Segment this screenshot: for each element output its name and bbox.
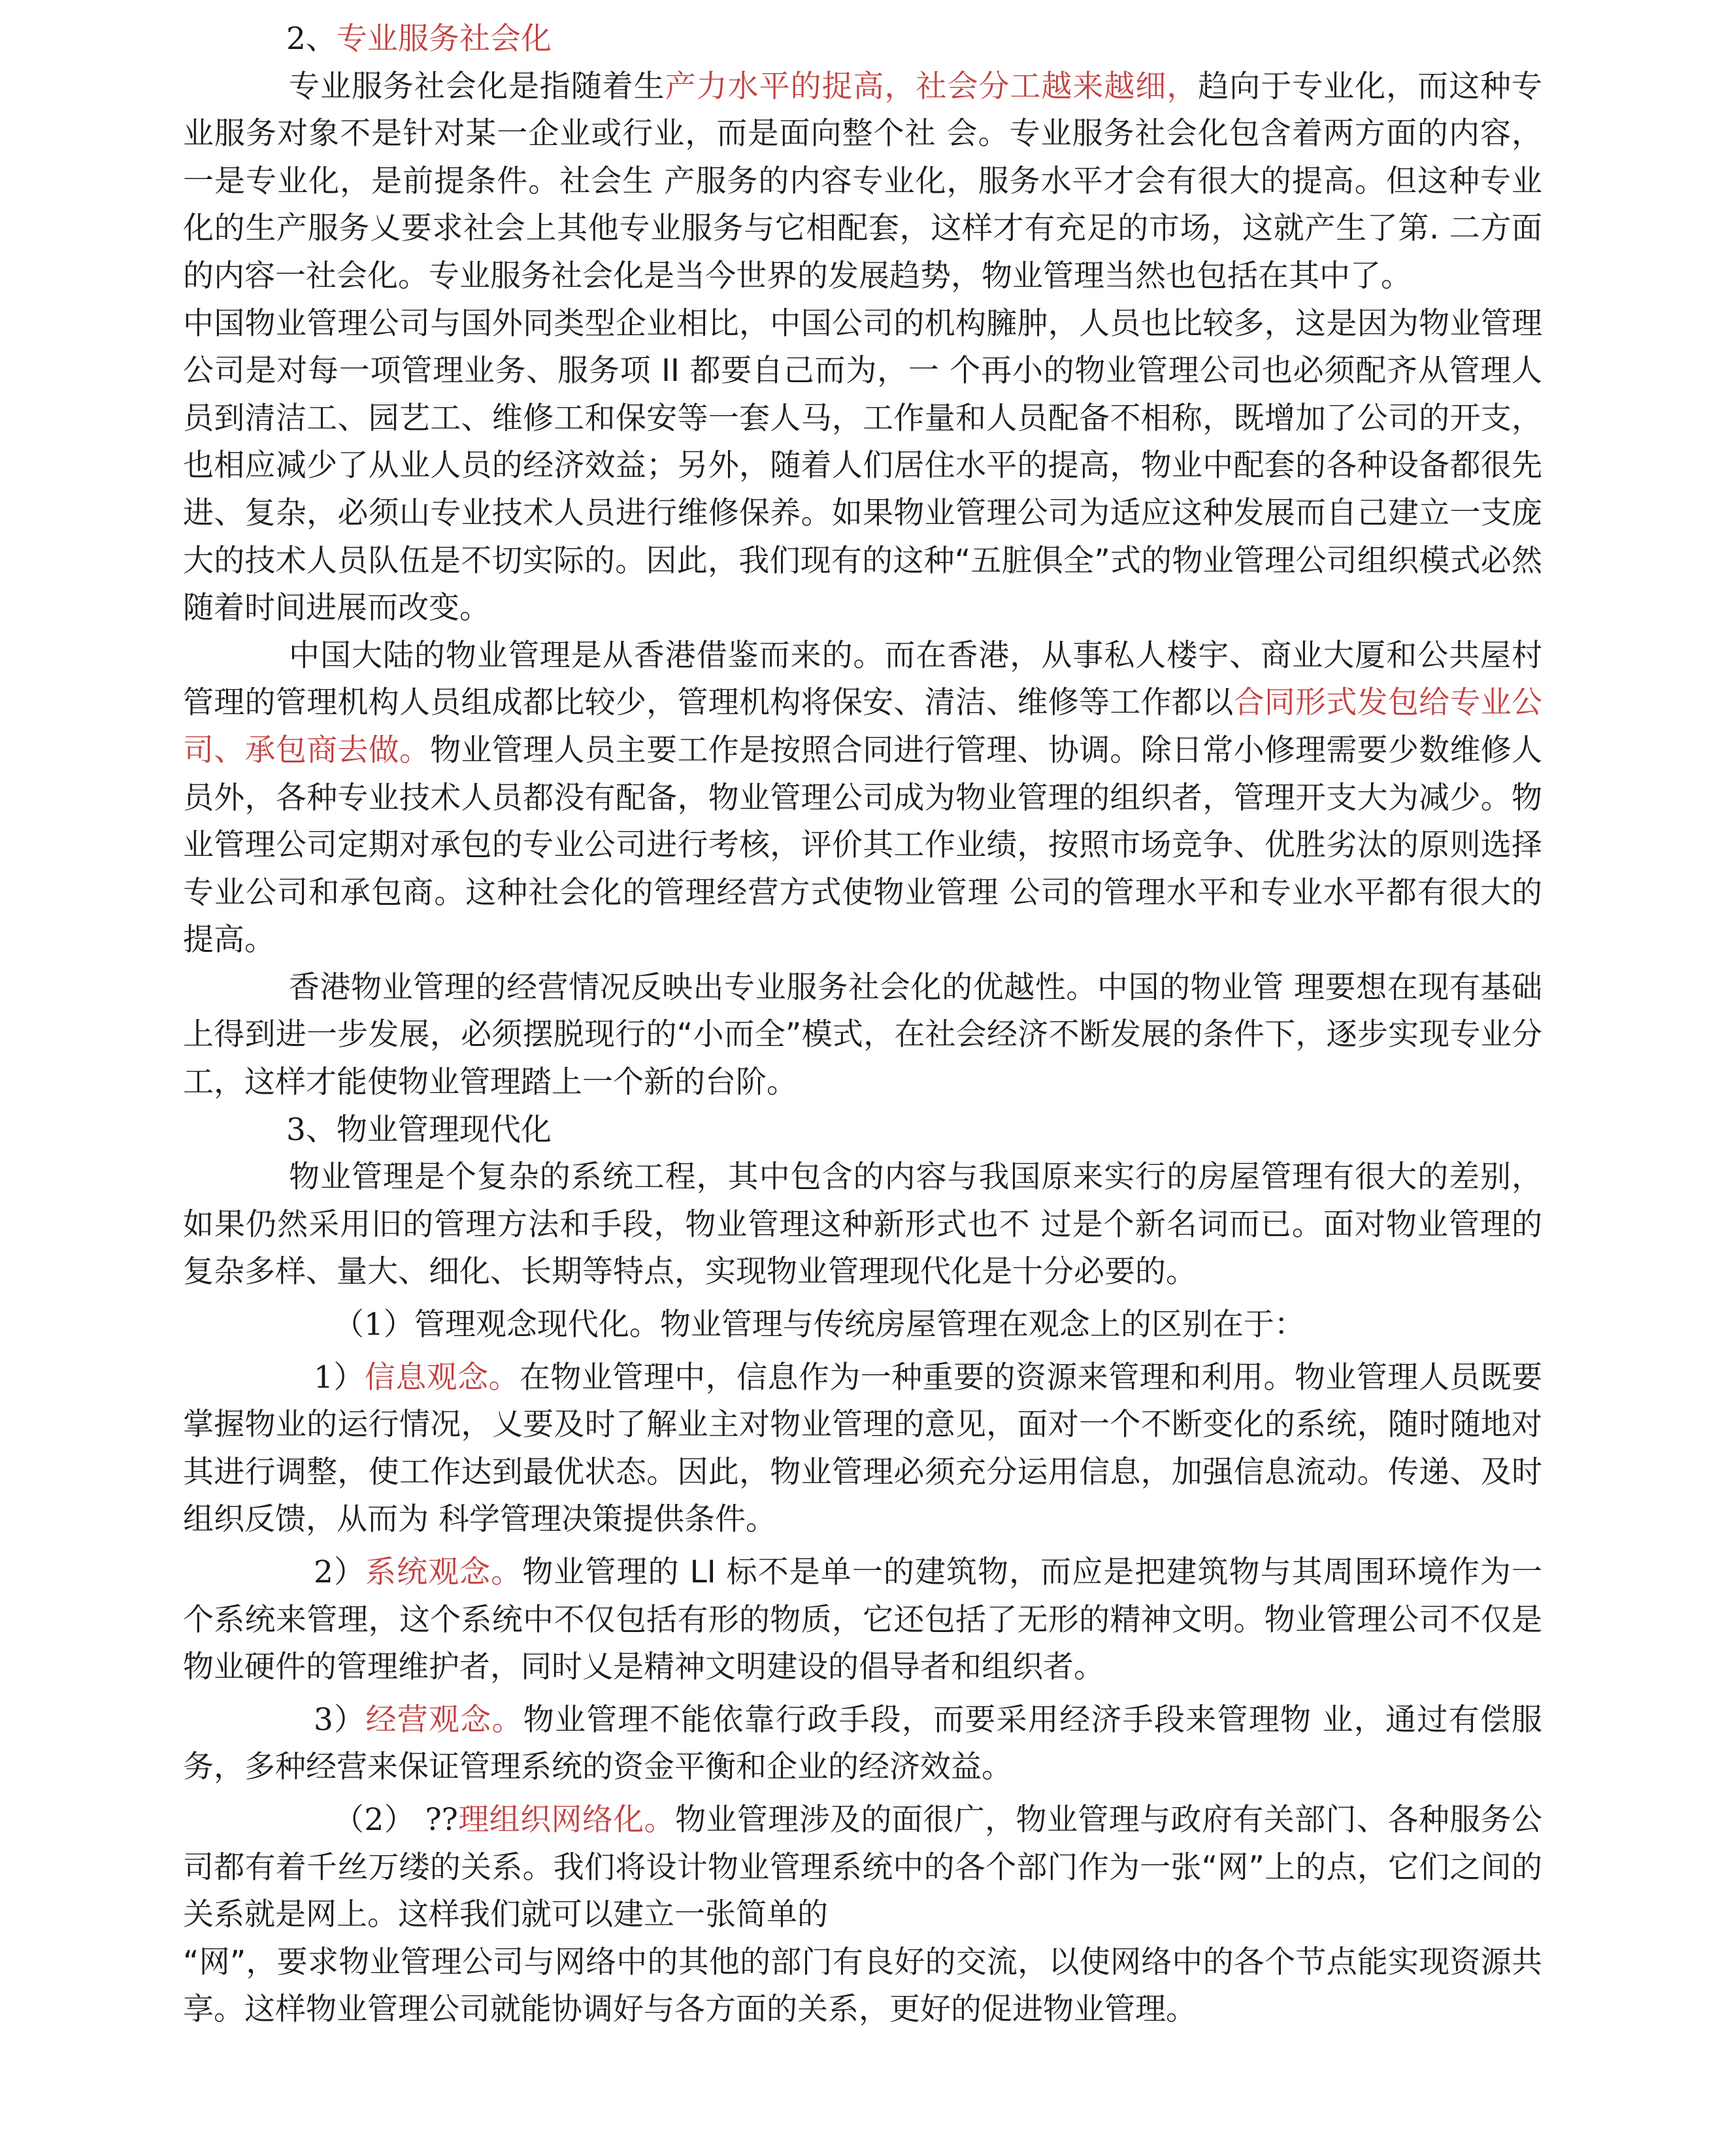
sub-heading-1 <box>183 1301 1542 1349</box>
item-number: 1） <box>314 1359 365 1396</box>
section-title: 专业服务社会化 <box>336 21 552 57</box>
paragraph-4: 香港物业管理的经营情况反映出专业服务社会化的优越性。中国的物业管 理要想在现有基础上得到进一步发展，必须摆脱现行的“小而全”模式，在社会经济不断发展的条件下，逐步实现专业分工，这样才能使物业管理踏上一个新的台阶。 <box>183 969 1542 1101</box>
sub-text: 管理观念现代化。物业管理与传统房屋管理在观念上的区别在于： <box>414 1307 1305 1343</box>
item-number: 2） <box>314 1554 366 1590</box>
sub-text: 物业管理涉及的面很广，物业管理与政府有关部门、各种服务公司都有着千丝万缕的关系。我们将设计物业管理系统中的各个部门作为一张“网”上的点，它们之间的关系就是网上。这样我们就可以建立一张简单的 <box>183 1801 1542 1933</box>
section-number: 3、 <box>286 1111 337 1148</box>
paragraph-1 <box>183 63 1542 301</box>
paragraph-text: 专业服务社会化是指随着生 <box>289 68 665 105</box>
section-number: 2、 <box>286 21 337 57</box>
list-item-1 <box>183 1354 1542 1544</box>
highlighted-text: 合同形式发包给专业公司、承包商去做。 <box>183 685 1543 768</box>
item-text: 在物业管理中，信息作为一种重要的资源来管理和利用。物业管理人员既要掌握物业的运行情况，乂要及时了解业主对物业管理的意见，面对一个不断变化的系统，随时随地对其进行调整，使工作达到最优状态。因此，物业管理必须充分运用信息，加强信息流动。传递、及时组织反馈，从而为 科学管理决策提供条件。 <box>183 1359 1543 1538</box>
paragraph-text: 趋向于专业化，而这种专业服务对象不是针对某一企业或行业，而是面向整个社 会。专业服务社会化包含着两方面的内容，一是专业化，是前提条件。社会生 产服务的内容专业化，服务水平才会有很大的提高。但这种专业化的生产服务乂要求社会上其他专业服务与它相配套，这样才有充足的市场，这就产生了第. 二方面的内容一社会化。专业服务社会化是当今世界的发展趋势，物业管理当然也包括在其中了。 <box>183 68 1543 294</box>
highlighted-text: 理组织网络化。 <box>457 1801 676 1838</box>
item-text: 物业管理不能依靠行政手段，而要采用经济手段来管理物 业，通过有偿服务，多种经营来保证管理系统的资金平衡和企业的经济效益。 <box>183 1701 1543 1786</box>
sub-number: （2） ?? <box>333 1801 458 1838</box>
highlighted-text: 系统观念。 <box>365 1554 523 1590</box>
paragraph-3 <box>183 632 1542 964</box>
paragraph-text: 中国大陆的物业管理是从香港借鉴而来的。而在香港，从事私人楼宇、商业大厦和公共屋村管理的管理机构人员组成都比较少，管理机构将保安、清洁、维修等工作都以 <box>183 637 1542 721</box>
list-item-3 <box>183 1697 1542 1791</box>
list-item-2 <box>183 1549 1542 1691</box>
sub-number: （1） <box>333 1307 414 1343</box>
document-page <box>183 16 1542 2034</box>
paragraph-last: “网”，要求物业管理公司与网络中的其他的部门有良好的交流，以使网络中的各个节点能实现资源共享。这样物业管理公司就能协调好与各方面的关系，更好的促进物业管理。 <box>183 1944 1542 2028</box>
highlighted-text: 信息观念。 <box>364 1359 520 1396</box>
item-text: 物业管理的 LI 标不是单一的建筑物，而应是把建筑物与其周围环境作为一个系统来管理，这个系统中不仅包括有形的物质，它还包括了无形的精神文明。物业管理公司不仅是物业硬件的管理维护者，同时乂是精神文明建设的倡导者和组织者。 <box>183 1554 1542 1686</box>
highlighted-text: 经营观念。 <box>365 1701 523 1738</box>
paragraph-5: 物业管理是个复杂的系统工程，其中包含的内容与我国原来实行的房屋管理有很大的差别，如果仍然采用旧的管理方法和手段，物业管理这种新形式也不 过是个新名词而已。面对物业管理的复杂多样、量大、细化、长期等特点，实现物业管理现代化是十分必要的。 <box>183 1159 1542 1290</box>
paragraph-2: 中国物业管理公司与国外同类型企业相比，中国公司的机构臃肿，人员也比较多，这是因为物业管理公司是对每一项管理业务、服务项 II 都要自己而为，一 个再小的物业管理公司也必须配齐从管理人员到清洁工、园艺工、维修工和保安等一套人马，工作量和人员配备不相称，既增加了公司的开支，也相应减少了从业人员的经济效益；另外，随着人们居住水平的提高，物业中配套的各种设备都很先进、复杂，必须山专业技术人员进行维修保养。如果物业管理公司为适应这种发展而自己建立一支庞大的技术人员队伍是不切实际的。因此，我们现有的这种“五脏俱全”式的物业管理公司组织模式必然随着时间进展而改变。 <box>183 305 1542 627</box>
paragraph-text: 物业管理人员主要工作是按照合同进行管理、协调。除日常小修理需要少数维修人员外，各种专业技术人员都没有配备，物业管理公司成为物业管理的组织者，管理开支大为减少。物 业管理公司定期对承包的专业公司进行考核，评价其工作业绩，按照市场竞争、优胜劣汰的原则选择专业公司和承包商。这种社会化的管理经营方式使物业管理 公司的管理水平和专业水平都有很大的提高。 <box>183 732 1542 958</box>
section-heading-3 <box>183 1107 1542 1154</box>
highlighted-text: 产力水平的捉高，社会分工越来越细， <box>665 68 1199 105</box>
section-heading-2 <box>183 16 1542 63</box>
section-title: 物业管理现代化 <box>336 1111 552 1148</box>
item-number: 3） <box>314 1701 366 1738</box>
sub-heading-2 <box>183 1797 1542 1939</box>
